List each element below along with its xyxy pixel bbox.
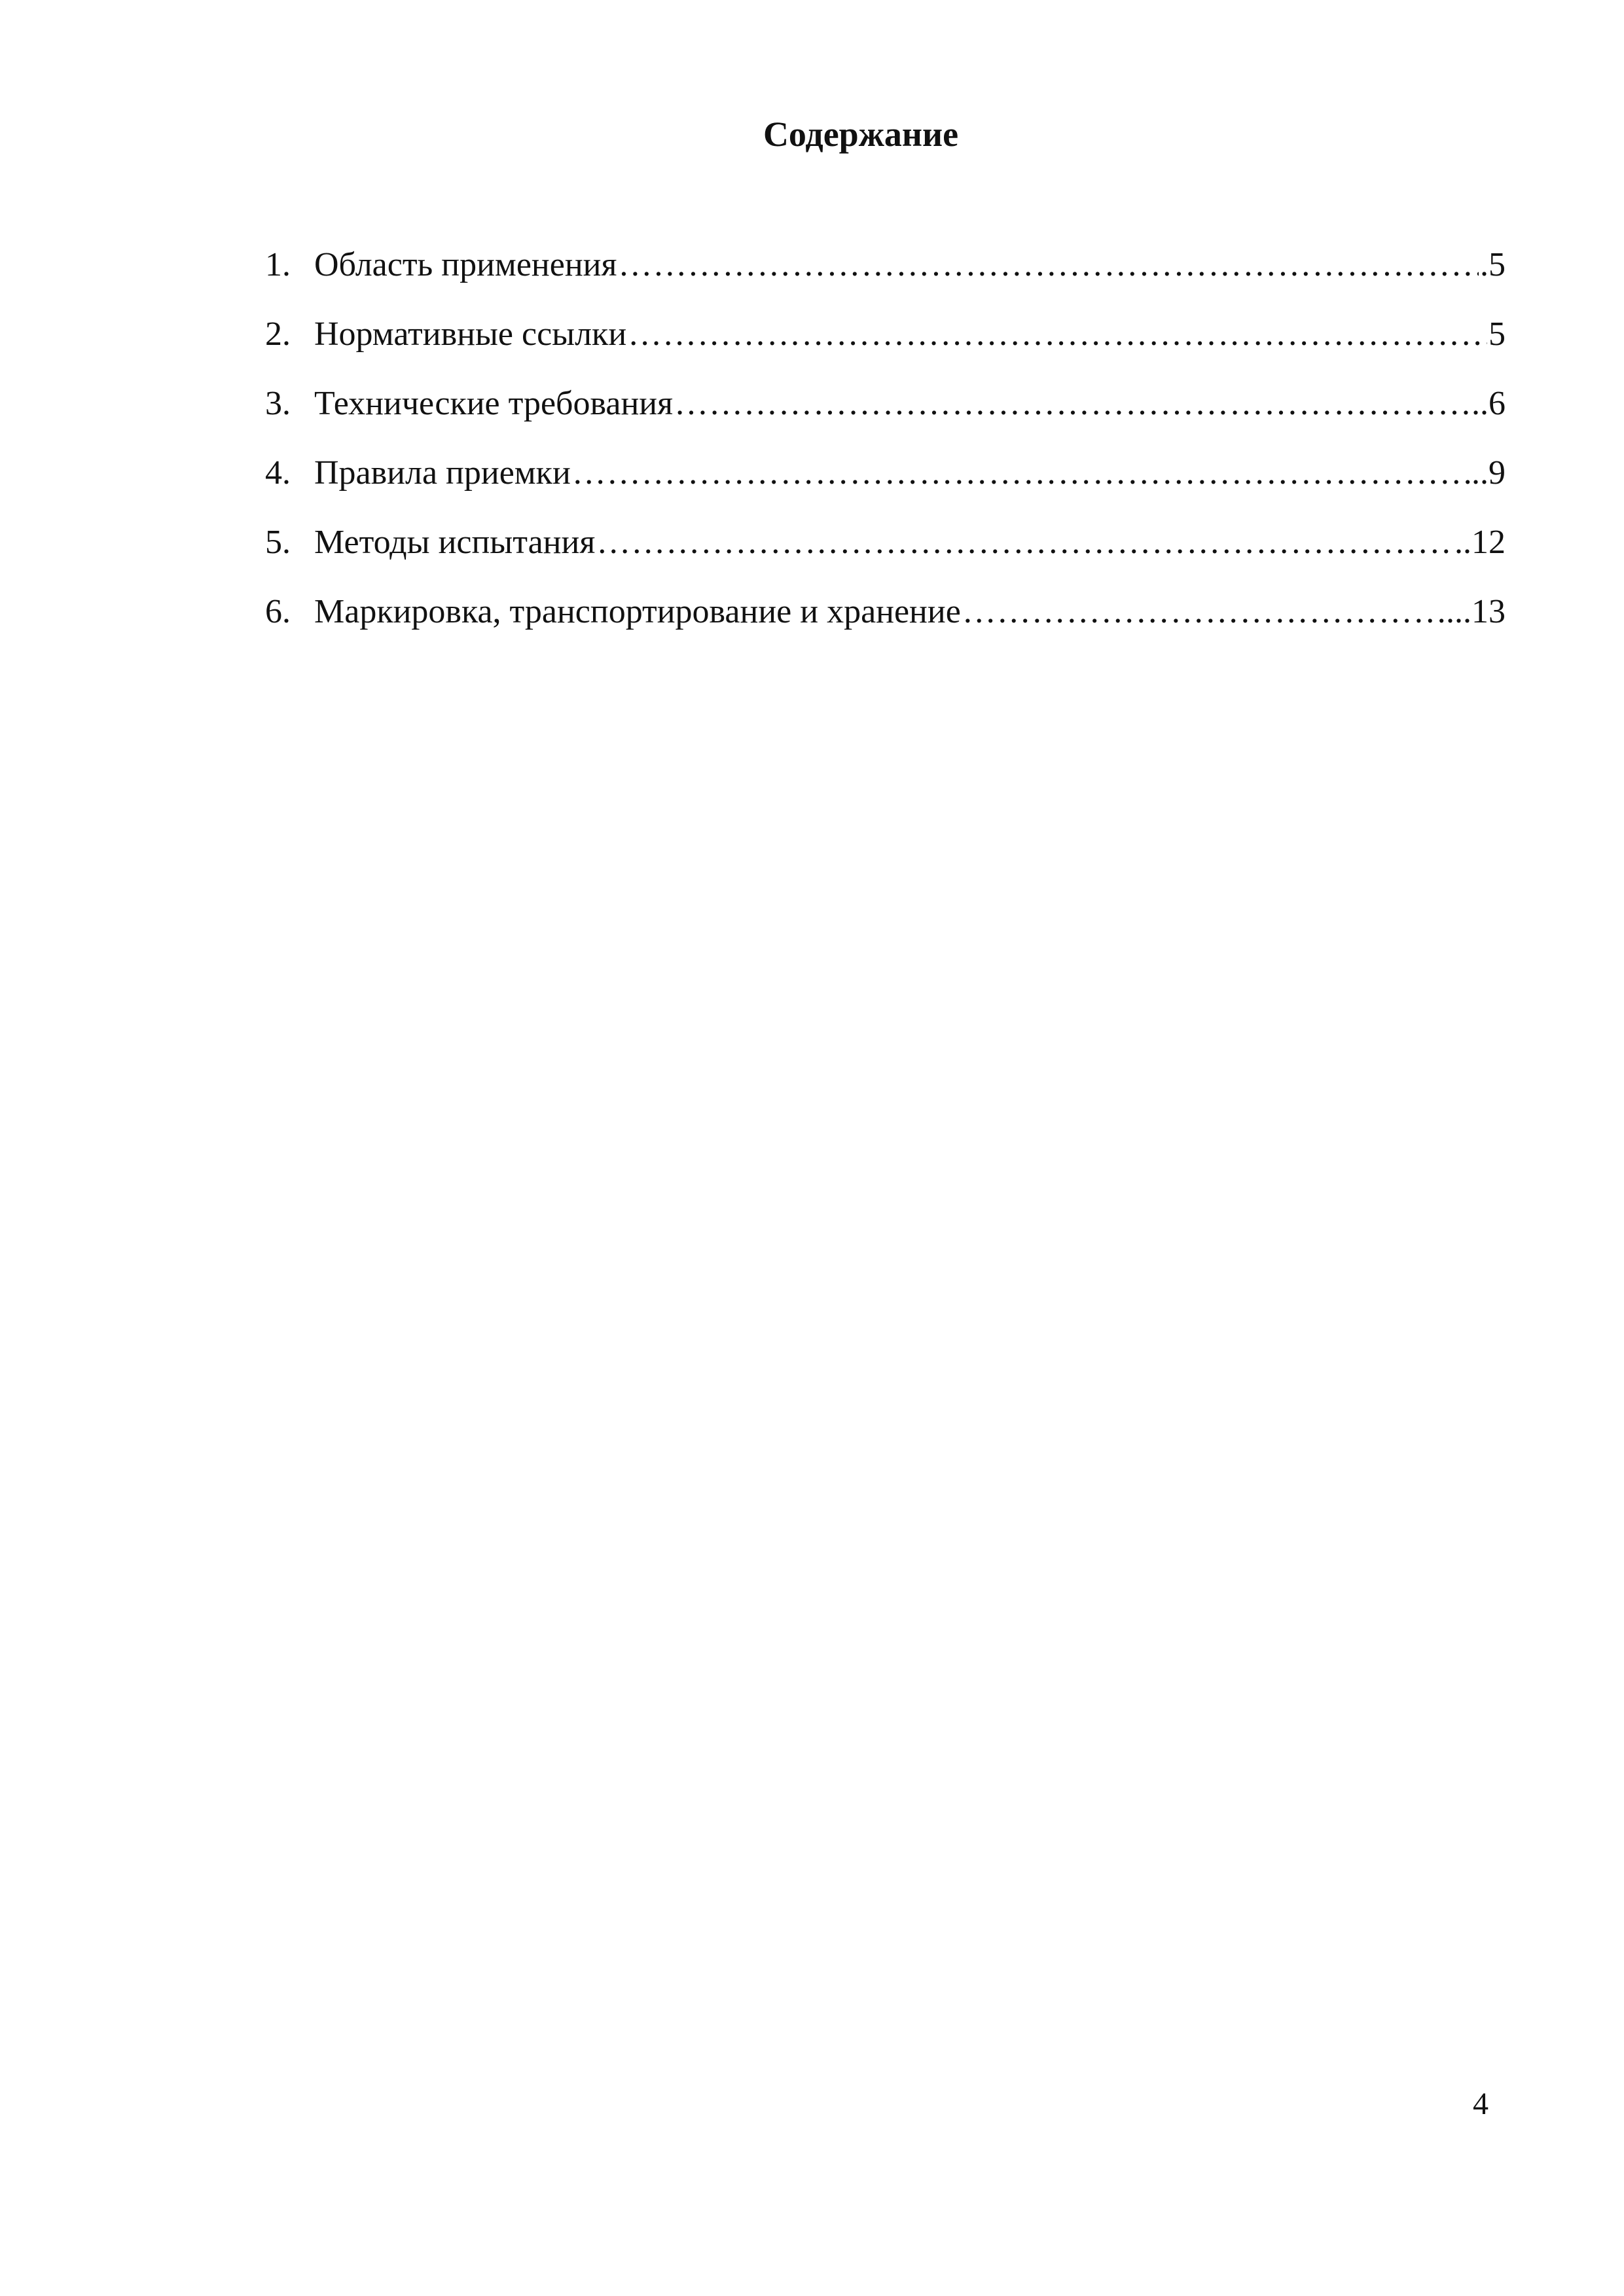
- toc-item-page: ..6: [1471, 385, 1506, 422]
- toc-item-label: Правила приемки: [314, 454, 571, 492]
- toc-item-4: [265, 450, 1506, 520]
- toc-dot-leader: [962, 589, 1445, 635]
- toc-item-3: [265, 381, 1506, 450]
- toc-item-page: 5: [1489, 315, 1506, 353]
- toc-dot-leader: [596, 520, 1453, 565]
- toc-item-number: 4.: [265, 454, 291, 492]
- table-of-contents: [265, 242, 1506, 658]
- toc-item-6: [265, 589, 1506, 658]
- toc-dot-leader: [674, 381, 1470, 427]
- toc-item-number: 5.: [265, 524, 291, 561]
- toc-item-number: 3.: [265, 385, 291, 422]
- toc-item-2: [265, 312, 1506, 381]
- toc-item-5: [265, 520, 1506, 589]
- toc-item-label: Методы испытания: [314, 524, 596, 561]
- toc-item-number: 1.: [265, 246, 291, 283]
- toc-item-label: Технические требования: [314, 385, 674, 422]
- toc-item-label: Маркировка, транспортирование и хранение: [314, 593, 961, 630]
- toc-item-page: ..12: [1454, 524, 1506, 561]
- toc-item-page: ..9: [1471, 454, 1506, 492]
- toc-dot-leader: [628, 312, 1487, 357]
- toc-dot-leader: [572, 450, 1470, 496]
- toc-item-page: .5: [1480, 246, 1506, 283]
- page-title: Содержание: [763, 115, 959, 154]
- toc-item-page: ...13: [1446, 593, 1506, 630]
- toc-item-label: Нормативные ссылки: [314, 315, 627, 353]
- toc-dot-leader: [618, 242, 1479, 288]
- toc-item-number: 6.: [265, 593, 291, 630]
- toc-item-1: [265, 242, 1506, 312]
- page-number: 4: [1473, 2087, 1489, 2121]
- toc-item-number: 2.: [265, 315, 291, 353]
- toc-item-label: Область применения: [314, 246, 617, 283]
